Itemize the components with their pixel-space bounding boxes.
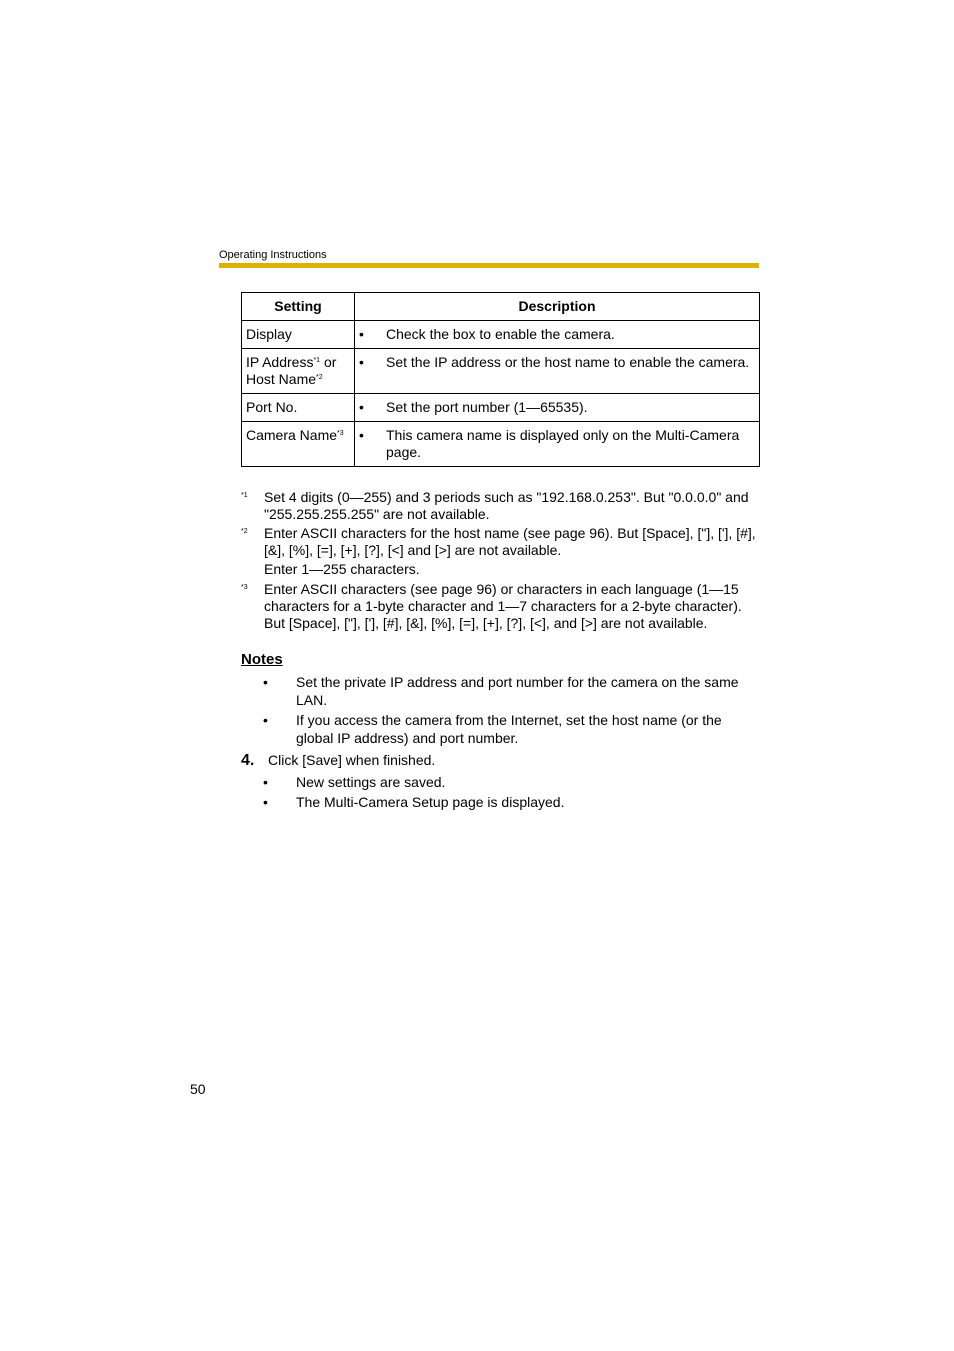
setting-label: Camera Name: [246, 427, 338, 443]
bullet: •: [359, 399, 364, 415]
bullet: •: [263, 674, 268, 690]
list-item: [263, 774, 758, 792]
setting-connector: or: [320, 354, 337, 370]
footnote-text: Enter ASCII characters for the host name (see page 96). But [Space], ["], ['], [#], [&], [%], [=], [+], [?], [<] and [>] are not available.: [264, 525, 756, 558]
note-text: If you access the camera from the Internet, set the host name (or the global IP address) and port number.: [296, 712, 722, 746]
bullet: •: [359, 427, 364, 443]
table-row: [242, 394, 760, 422]
page-number: 50: [190, 1081, 206, 1097]
description-text: Check the box to enable the camera.: [386, 326, 615, 342]
table-row: [242, 349, 760, 394]
footnote-mark: *2: [316, 374, 323, 381]
description-text: This camera name is displayed only on the Multi-Camera page.: [386, 427, 740, 460]
setting-label: IP Address: [246, 354, 314, 370]
bullet: •: [263, 793, 268, 810]
table-row: [242, 422, 760, 467]
bullet: •: [263, 774, 268, 790]
header-rule: [219, 263, 759, 268]
step-4: [241, 752, 435, 770]
description-cell: [355, 422, 760, 467]
description-text: Set the port number (1—65535).: [386, 399, 588, 415]
footnote-mark: *3: [241, 584, 248, 591]
description-cell: [355, 321, 760, 349]
table-row: [242, 321, 760, 349]
list-item: [263, 794, 758, 812]
setting-cell: [242, 321, 355, 349]
setting-cell: [242, 349, 355, 394]
footnote-mark: *1: [313, 357, 321, 364]
step-number: 4.: [241, 752, 255, 769]
setting-label: Port No.: [246, 399, 298, 415]
setting-label: Display: [246, 326, 292, 342]
footnote-2-extra: Enter 1—255 characters.: [264, 561, 420, 577]
setting-cell: [242, 394, 355, 422]
note-text: Set the private IP address and port number for the camera on the same LAN.: [296, 674, 739, 708]
settings-table: [241, 292, 760, 467]
column-header-description: Description: [355, 293, 760, 321]
bullet: •: [359, 326, 364, 342]
table-header-row: [242, 293, 760, 321]
footnote-2: [241, 525, 761, 559]
column-header-setting: Setting: [242, 293, 355, 321]
result-text: The Multi-Camera Setup page is displayed.: [296, 793, 565, 810]
description-cell: [355, 349, 760, 394]
footnote-mark: *3: [337, 430, 344, 437]
footnote-1: [241, 489, 761, 523]
footnotes: [241, 489, 761, 634]
description-cell: [355, 394, 760, 422]
list-item: [263, 712, 758, 747]
bullet: •: [263, 712, 268, 728]
footnote-text: Enter ASCII characters (see page 96) or characters in each language (1—15 characters for a 1-byte character and 1—7 characters for a 2-byte character). But [Space], ["], ['], [#], [&], [%], [=], [+], [?], [<], and [>] are not available.: [264, 581, 742, 631]
setting-cell: [242, 422, 355, 467]
result-text: New settings are saved.: [296, 774, 446, 790]
running-header: Operating Instructions: [219, 249, 327, 261]
bullet: •: [359, 354, 364, 370]
footnote-mark: *2: [241, 528, 248, 535]
description-text: Set the IP address or the host name to enable the camera.: [386, 354, 750, 370]
step-text: Click [Save] when finished.: [268, 752, 436, 768]
footnote-text: Set 4 digits (0—255) and 3 periods such as "192.168.0.253". But "0.0.0.0" and "255.255.255.255" are not available.: [264, 489, 749, 522]
notes-list: [263, 674, 758, 750]
footnote-mark: *1: [241, 492, 248, 499]
setting-label-2: Host Name: [246, 371, 317, 387]
footnote-3: [241, 581, 761, 632]
step-results: [263, 774, 758, 813]
list-item: [263, 674, 758, 709]
notes-title: Notes: [241, 651, 283, 668]
